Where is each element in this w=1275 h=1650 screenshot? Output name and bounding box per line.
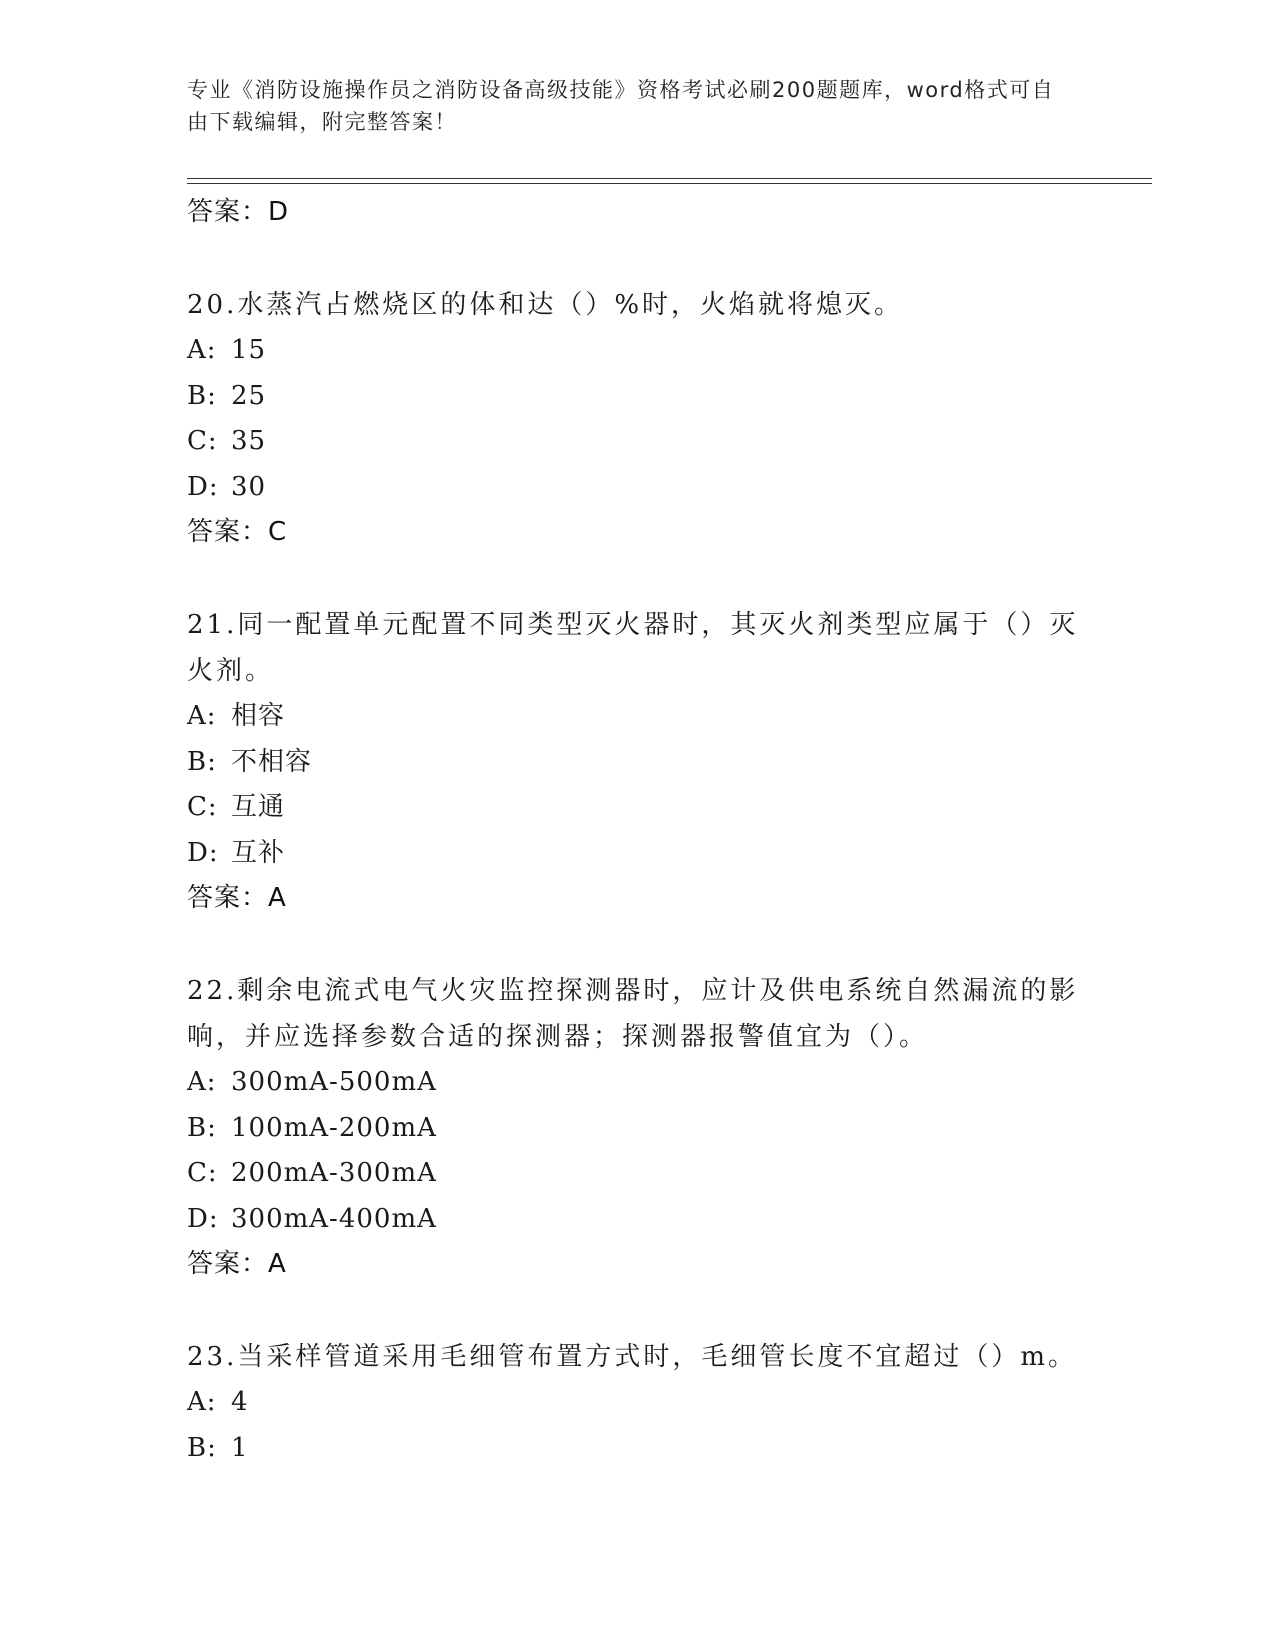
option-text: 互补 [231, 837, 286, 868]
question-stem: 21.同一配置单元配置不同类型灭火器时，其灭火剂类型应属于（）灭火剂。 [187, 610, 1079, 686]
option-text: 4 [231, 1387, 249, 1417]
option-letter: B: [187, 746, 217, 777]
option-text: 30 [231, 471, 267, 502]
option-c [187, 1151, 1087, 1197]
option-a [187, 1380, 1087, 1426]
answer-line: 答案：A [187, 883, 287, 913]
option-text: 35 [231, 426, 267, 456]
option-letter: C: [187, 426, 218, 456]
option-letter: A: [187, 335, 217, 365]
option-c [187, 785, 1087, 831]
document-header: 专业《消防设施操作员之消防设备高级技能》资格考试必刷200题题库，word格式可自由下载编辑，附完整答案！ [187, 78, 1055, 134]
option-b [187, 374, 1087, 420]
option-b [187, 1106, 1087, 1152]
option-text: 不相容 [231, 746, 313, 777]
question-stem: 20.水蒸汽占燃烧区的体和达（）%时，火焰就将熄灭。 [187, 290, 904, 320]
question-list [187, 190, 1087, 1471]
option-letter: D: [187, 837, 219, 868]
option-text: 互通 [231, 792, 286, 822]
option-letter: C: [187, 792, 218, 822]
answer-line: 答案：D [187, 197, 290, 227]
option-text: 100mA-200mA [231, 1112, 437, 1143]
option-letter: D: [187, 471, 219, 502]
option-b [187, 740, 1087, 786]
question-stem: 23.当采样管道采用毛细管布置方式时，毛细管长度不宜超过（）m。 [187, 1342, 1078, 1372]
option-letter: B: [187, 380, 217, 411]
header-rule-top [187, 178, 1152, 179]
header-rule-bottom [187, 183, 1152, 184]
option-letter: B: [187, 1432, 217, 1463]
option-text: 300mA-500mA [231, 1067, 437, 1097]
option-text: 200mA-300mA [231, 1158, 437, 1188]
option-a [187, 694, 1087, 740]
option-letter: D: [187, 1203, 219, 1234]
option-text: 300mA-400mA [231, 1203, 437, 1234]
option-d [187, 831, 1087, 877]
option-letter: C: [187, 1158, 218, 1188]
option-letter: A: [187, 1387, 217, 1417]
option-text: 1 [231, 1432, 249, 1463]
option-text: 相容 [231, 701, 286, 731]
option-text: 25 [231, 380, 267, 411]
question-stem: 22.剩余电流式电气火灾监控探测器时，应计及供电系统自然漏流的影响，并应选择参数合适的探测器；探测器报警值宜为（）。 [187, 976, 1079, 1052]
option-letter: B: [187, 1112, 217, 1143]
option-text: 15 [231, 335, 267, 365]
option-d [187, 465, 1087, 511]
option-c [187, 419, 1087, 465]
answer-line: 答案：C [187, 517, 288, 547]
option-d [187, 1197, 1087, 1243]
option-letter: A: [187, 1067, 217, 1097]
option-b [187, 1426, 1087, 1472]
option-a [187, 328, 1087, 374]
option-letter: A: [187, 701, 217, 731]
option-a [187, 1060, 1087, 1106]
answer-line: 答案：A [187, 1249, 287, 1279]
